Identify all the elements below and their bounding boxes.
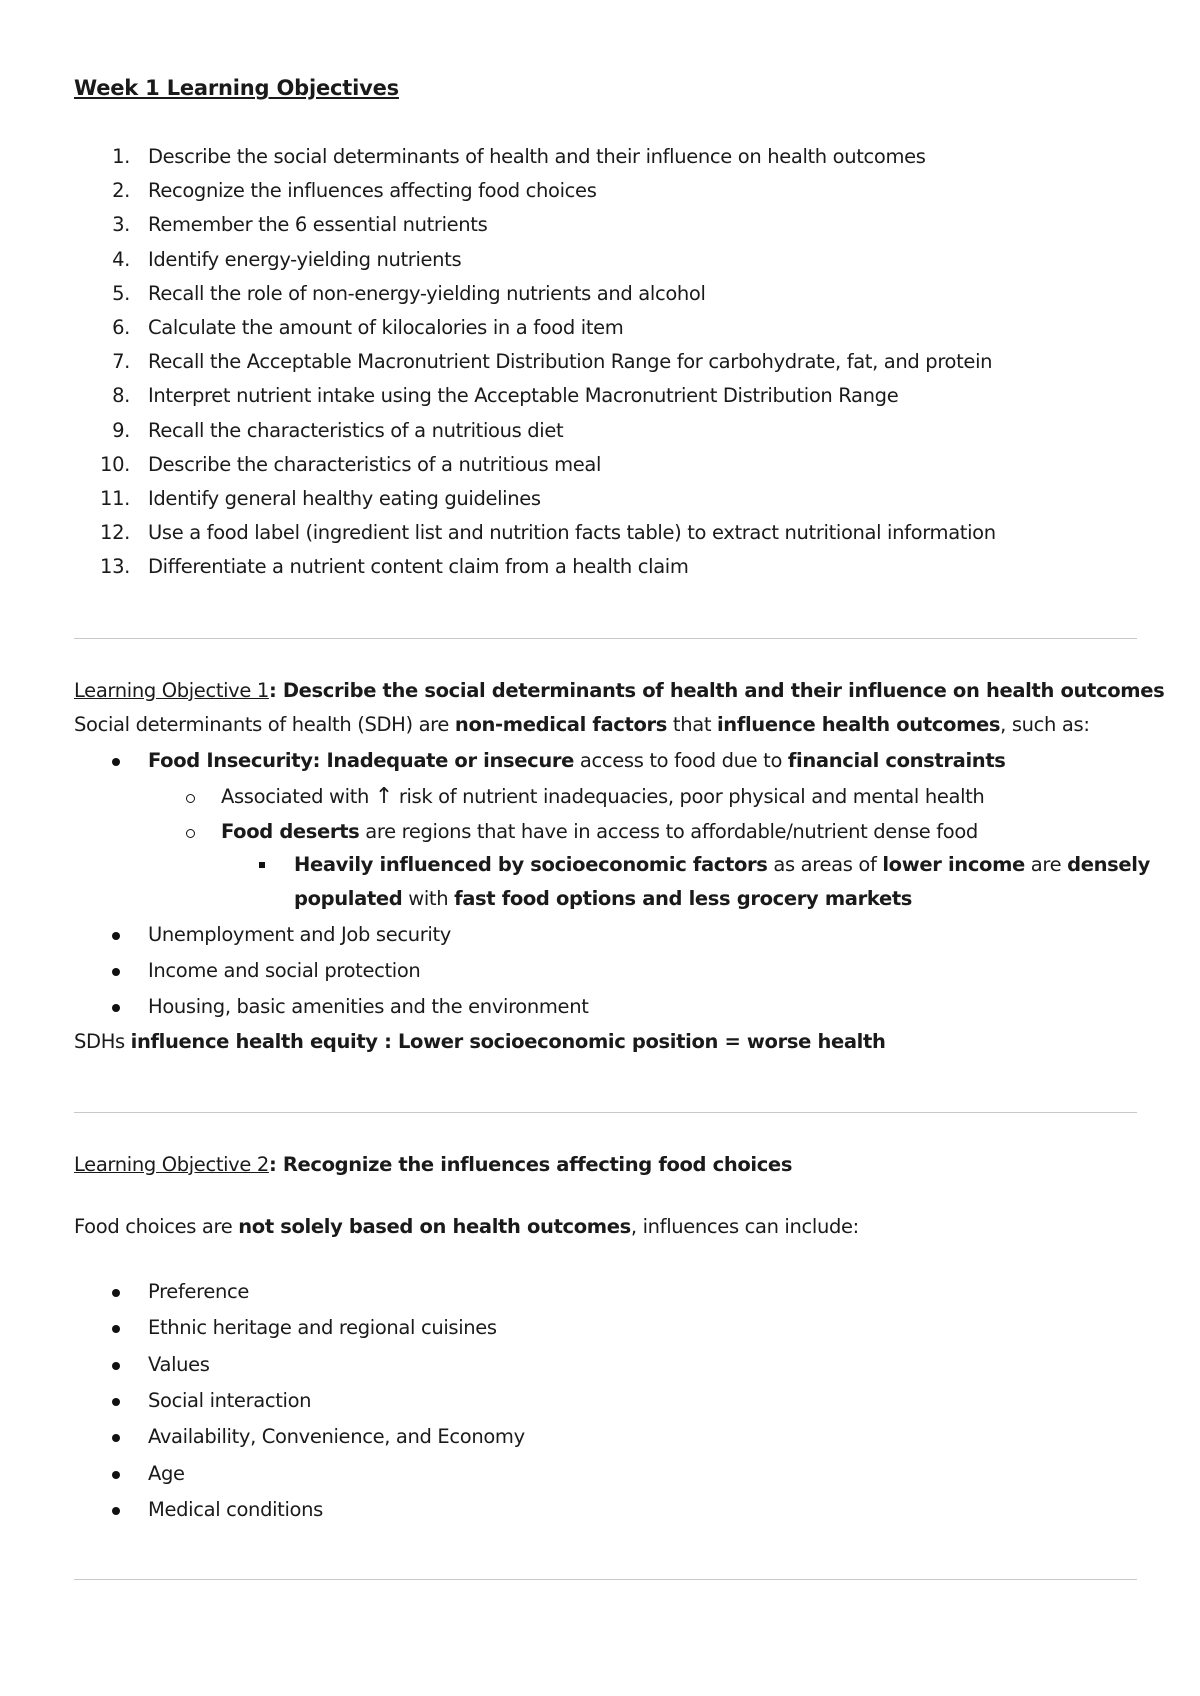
bullet-icon xyxy=(112,1004,120,1012)
lo1-subsub-line2 xyxy=(294,885,912,913)
page-title: Week 1 Learning Objectives xyxy=(74,76,399,100)
bullet-icon xyxy=(112,1434,120,1442)
section-divider xyxy=(74,1112,1137,1113)
subsub-bold: densely xyxy=(1067,853,1150,876)
objective-item: Interpret nutrient intake using the Acceptable Macronutrient Distribution Range xyxy=(148,384,899,408)
objective-number: 12. xyxy=(100,521,130,545)
lo2-sep: : xyxy=(268,1153,283,1176)
objective-item: Calculate the amount of kilocalories in a food item xyxy=(148,316,624,339)
bullet-item: Preference xyxy=(148,1280,250,1303)
up-arrow-icon: ↑ xyxy=(374,784,393,809)
lo1-intro-bold: non-medical factors xyxy=(454,713,668,736)
bullet-item: Values xyxy=(148,1352,210,1376)
bullet-icon xyxy=(112,1289,120,1297)
closing-text: SDHs xyxy=(74,1030,131,1053)
lo2-label: Learning Objective 2 xyxy=(74,1153,269,1176)
objective-item: Remember the 6 essential nutrients xyxy=(148,213,488,237)
lo1-subsub-line1 xyxy=(294,851,1150,879)
bullet-item: Social interaction xyxy=(148,1388,312,1412)
lo2-intro-bold: not solely based on health outcomes xyxy=(238,1215,631,1238)
bullet-icon xyxy=(112,1325,120,1333)
lo2-intro xyxy=(74,1213,859,1241)
objective-item: Recall the Acceptable Macronutrient Distribution Range for carbohydrate, fat, and protein xyxy=(148,350,993,374)
lo2-intro-text: , influences can include: xyxy=(630,1215,859,1238)
subsub-text: with xyxy=(402,887,455,910)
lo1-intro xyxy=(74,711,1090,739)
bullet-icon xyxy=(112,1362,120,1370)
subsub-bold: Heavily influenced by socioeconomic factors xyxy=(294,853,768,876)
objective-number: 4. xyxy=(112,247,130,271)
food-insecurity-bold: Food Insecurity: Inadequate or insecure xyxy=(148,749,575,772)
subsub-text: as areas of xyxy=(767,853,883,876)
bullet-item: Unemployment and Job security xyxy=(148,923,451,946)
objective-number: 3. xyxy=(112,213,130,237)
lo1-closing xyxy=(74,1028,886,1056)
bullet-icon xyxy=(112,1398,120,1406)
subsub-bold: fast food options and less grocery markets xyxy=(454,887,913,910)
bullet-icon xyxy=(112,758,120,766)
objective-number: 5. xyxy=(112,281,130,305)
subsub-text: are xyxy=(1024,853,1068,876)
objective-item: Differentiate a nutrient content claim from a health claim xyxy=(148,555,689,579)
lo1-title: Describe the social determinants of health and their influence on health outcomes xyxy=(282,679,1165,702)
lo2-intro-text: Food choices are xyxy=(74,1215,239,1238)
objective-item: Describe the characteristics of a nutritious meal xyxy=(148,452,602,476)
objective-number: 11. xyxy=(100,487,130,510)
hollow-bullet-icon xyxy=(186,794,195,803)
square-bullet-icon xyxy=(259,862,265,868)
lo2-heading xyxy=(74,1151,792,1179)
objective-item: Identify general healthy eating guidelines xyxy=(148,487,541,510)
bullet-item: Income and social protection xyxy=(148,959,421,982)
closing-bold: influence health equity : Lower socioeconomic position = worse health xyxy=(130,1030,886,1053)
bullet-icon xyxy=(112,1471,120,1479)
food-deserts-bold: Food deserts xyxy=(221,820,360,843)
bullet-icon xyxy=(112,968,120,976)
objective-item: Identify energy-yielding nutrients xyxy=(148,247,462,271)
objective-number: 1. xyxy=(112,145,130,168)
objective-number: 2. xyxy=(112,179,130,203)
lo1-intro-text: Social determinants of health (SDH) are xyxy=(74,713,455,736)
objective-number: 7. xyxy=(112,350,130,374)
objective-item: Recall the role of non-energy-yielding nutrients and alcohol xyxy=(148,281,706,305)
section-divider xyxy=(74,638,1137,639)
lo2-title: Recognize the influences affecting food choices xyxy=(282,1153,793,1176)
hollow-bullet-icon xyxy=(186,829,195,838)
objective-number: 13. xyxy=(100,555,130,579)
objective-number: 9. xyxy=(112,418,130,442)
subsub-bold: populated xyxy=(294,887,403,910)
objective-number: 10. xyxy=(100,452,130,476)
food-insecurity-bold: financial constraints xyxy=(787,749,1006,772)
bullet-item: Age xyxy=(148,1461,185,1485)
bullet-icon xyxy=(112,932,120,940)
objective-number: 8. xyxy=(112,384,130,408)
lo1-sep: : xyxy=(268,679,283,702)
bullet-item: Medical conditions xyxy=(148,1497,323,1521)
bullet-item: Ethnic heritage and regional cuisines xyxy=(148,1316,497,1340)
lo1-intro-text: , such as: xyxy=(1000,713,1090,736)
food-insecurity-text: access to food due to xyxy=(574,749,788,772)
section-divider xyxy=(74,1579,1137,1580)
lo1-food-insecurity xyxy=(148,747,1006,775)
objective-item: Recognize the influences affecting food choices xyxy=(148,179,597,203)
bullet-icon xyxy=(112,1507,120,1515)
lo1-sub-food-deserts xyxy=(221,818,978,846)
lo1-heading xyxy=(74,677,1164,705)
lo1-intro-bold: influence health outcomes xyxy=(716,713,1001,736)
lo1-label: Learning Objective 1 xyxy=(74,679,269,702)
sub-text: risk of nutrient inadequacies, poor physical and mental health xyxy=(392,785,985,808)
bullet-item: Housing, basic amenities and the environment xyxy=(148,995,589,1018)
bullet-item: Availability, Convenience, and Economy xyxy=(148,1425,525,1449)
objective-item: Describe the social determinants of health and their influence on health outcomes xyxy=(148,145,926,168)
objective-item: Recall the characteristics of a nutritious diet xyxy=(148,418,564,442)
sub-text: are regions that have in access to affordable/nutrient dense food xyxy=(359,820,978,843)
sub-text: Associated with xyxy=(221,785,375,808)
objective-number: 6. xyxy=(112,316,130,339)
subsub-bold: lower income xyxy=(882,853,1025,876)
lo1-sub-associated xyxy=(221,783,984,811)
lo1-intro-text: that xyxy=(667,713,717,736)
objective-item: Use a food label (ingredient list and nutrition facts table) to extract nutritional information xyxy=(148,521,996,545)
